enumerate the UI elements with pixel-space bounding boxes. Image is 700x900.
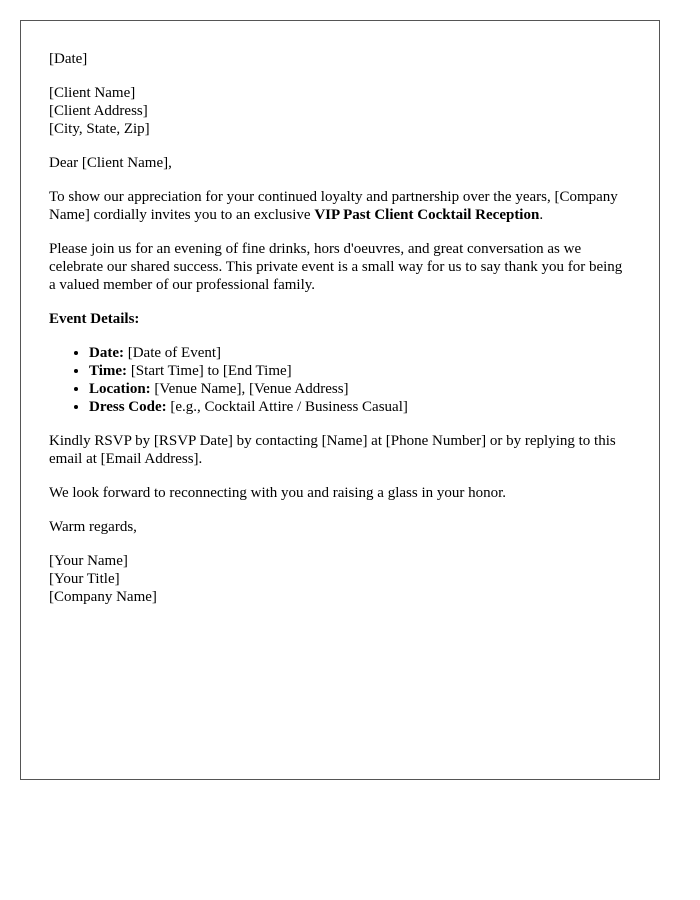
event-detail-label: Time:	[89, 363, 128, 379]
event-detail-label: Location:	[89, 381, 151, 397]
recipient-city-state-zip: [City, State, Zip]	[49, 121, 150, 137]
event-detail-value: [Date of Event]	[123, 345, 222, 361]
event-detail-dress-code	[89, 398, 631, 416]
closing-line: We look forward to reconnecting with you and raising a glass in your honor.	[49, 485, 507, 501]
event-details-heading	[49, 310, 631, 328]
rsvp-paragraph: Kindly RSVP by [RSVP Date] by contacting [Name] at [Phone Number] or by replying to this email at [Email Address].	[49, 433, 616, 467]
event-detail-value: [Start Time] to [End Time]	[127, 363, 292, 379]
event-detail-label: Dress Code:	[89, 399, 167, 415]
salutation: Dear [Client Name],	[49, 155, 172, 171]
recipient-block	[49, 84, 631, 138]
recipient-address: [Client Address]	[49, 103, 148, 119]
signature-company: [Company Name]	[49, 589, 157, 605]
intro-text-after: .	[539, 207, 544, 223]
body-paragraph: Please join us for an evening of fine drinks, hors d'oeuvres, and great conversation as we celebrate our shared success. This private event is a small way for us to say thank you for being a valued member of our professional family.	[49, 241, 623, 293]
event-detail-time	[89, 362, 631, 380]
signature-block	[49, 552, 631, 606]
event-detail-date	[89, 344, 631, 362]
event-name: VIP Past Client Cocktail Reception	[314, 207, 540, 223]
recipient-name: [Client Name]	[49, 85, 136, 101]
letter-date: [Date]	[49, 51, 88, 67]
event-detail-label: Date:	[89, 345, 124, 361]
event-detail-location	[89, 380, 631, 398]
signature-name: [Your Name]	[49, 553, 128, 569]
letter-container	[20, 20, 660, 780]
event-details-heading-text: Event Details:	[49, 311, 140, 327]
signature-title: [Your Title]	[49, 571, 120, 587]
intro-paragraph	[49, 188, 631, 224]
sign-off: Warm regards,	[49, 519, 137, 535]
event-detail-value: [e.g., Cocktail Attire / Business Casual]	[166, 399, 408, 415]
event-detail-value: [Venue Name], [Venue Address]	[150, 381, 349, 397]
event-details-list	[49, 344, 631, 416]
intro-text-before: To show our appreciation for your continued loyalty and partnership over the years, [Company Name] cordially invites you to an exclusive	[49, 189, 618, 223]
